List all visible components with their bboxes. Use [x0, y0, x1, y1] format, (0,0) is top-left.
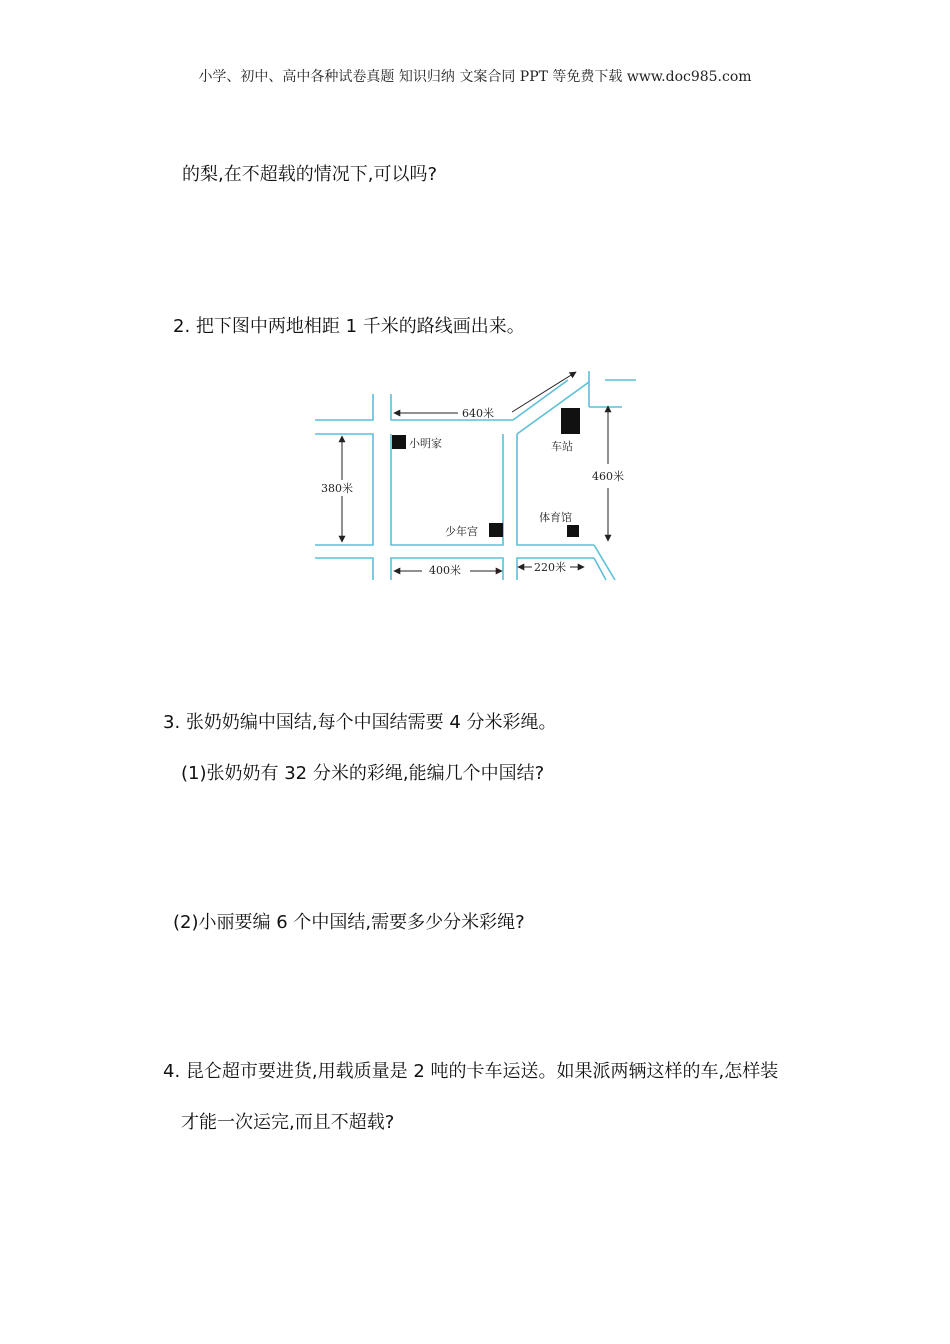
question-3: 3. 张奶奶编中国结,每个中国结需要 4 分米彩绳。: [163, 712, 557, 733]
route-map: [300, 368, 650, 588]
dist-640-arrow-right: [512, 372, 576, 412]
question-3-part-2: (2)小丽要编 6 个中国结,需要多少分米彩绳?: [173, 912, 525, 933]
station-marker: [561, 408, 580, 434]
question-2: 2. 把下图中两地相距 1 千米的路线画出来。: [173, 316, 525, 337]
label-gym: 体育馆: [539, 511, 572, 524]
dist-bottom-right-label: 220米: [534, 561, 566, 574]
dist-top-label: 640米: [462, 407, 494, 420]
question-4-line-2: 才能一次运完,而且不超载?: [181, 1112, 395, 1133]
question-3-part-1: (1)张奶奶有 32 分米的彩绳,能编几个中国结?: [181, 763, 545, 784]
dist-left-label: 380米: [321, 482, 353, 495]
gym-marker: [567, 525, 579, 537]
label-station: 车站: [551, 440, 573, 453]
dist-bottom-left-label: 400米: [429, 564, 461, 577]
palace-marker: [489, 523, 503, 537]
streets: [315, 371, 636, 580]
label-palace: 少年宫: [445, 525, 478, 538]
question-1-tail: 的梨,在不超载的情况下,可以吗?: [182, 164, 437, 185]
label-home: 小明家: [409, 437, 442, 450]
home-marker: [392, 435, 406, 449]
question-4-line-1: 4. 昆仑超市要进货,用载质量是 2 吨的卡车运送。如果派两辆这样的车,怎样装: [163, 1061, 779, 1082]
dist-right-label: 460米: [592, 470, 624, 483]
page-header: 小学、初中、高中各种试卷真题 知识归纳 文案合同 PPT 等免费下载 www.doc985.com: [198, 69, 752, 85]
